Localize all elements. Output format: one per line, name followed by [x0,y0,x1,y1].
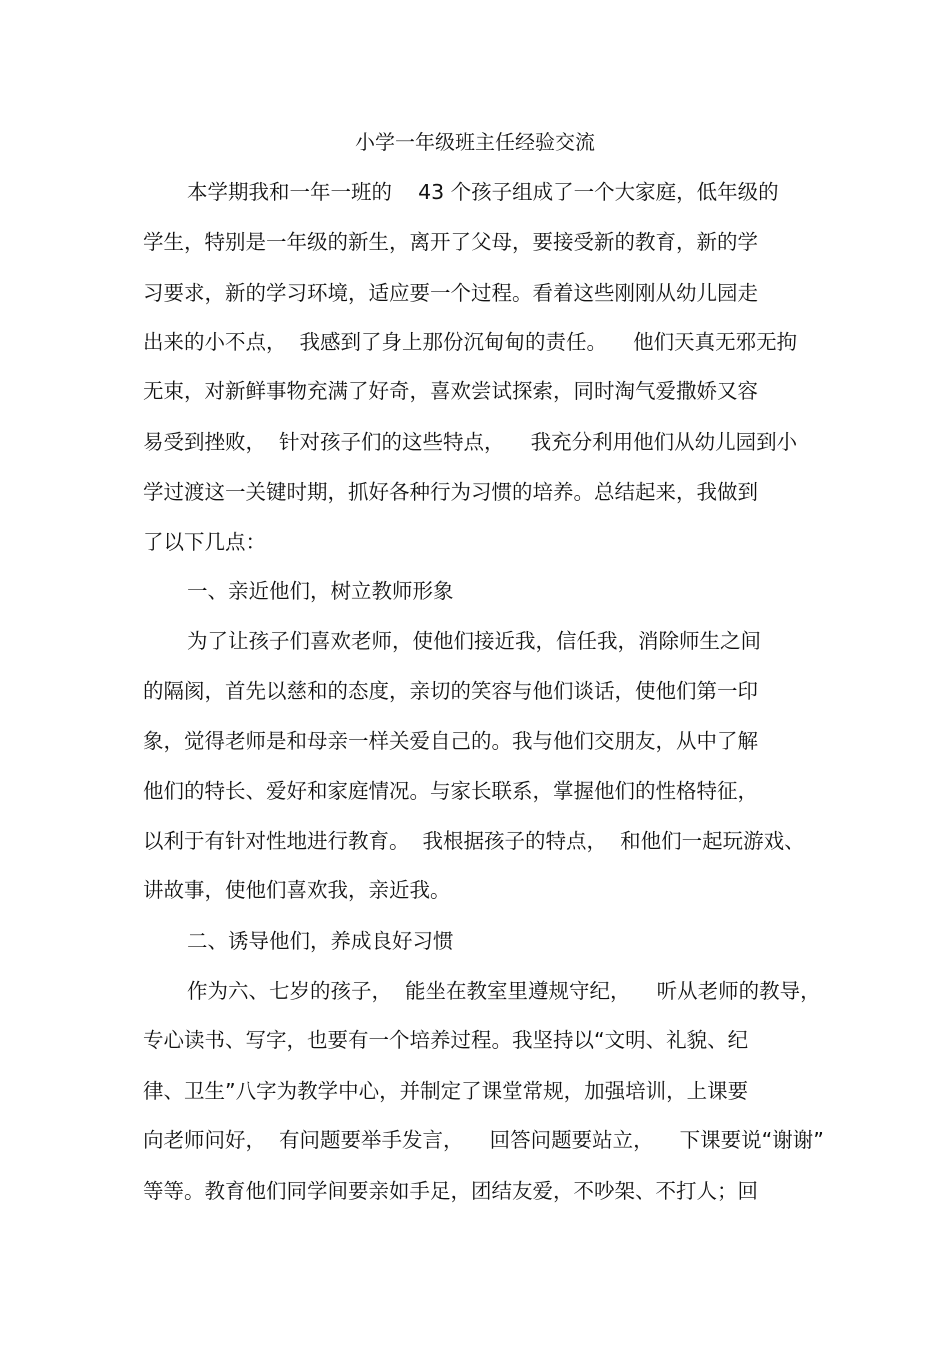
paragraph-line: 专心读书、写字，也要有一个培养过程。我坚持以“文明、礼貌、纪 [143,1028,749,1052]
paragraph-line: 等等。教育他们同学间要亲如手足，团结友爱，不吵架、不打人；回 [143,1179,758,1203]
paragraph-line: 为了让孩子们喜欢老师，使他们接近我，信任我，消除师生之间 [187,629,761,653]
paragraph-line: 易受到挫败， 针对孩子们的这些特点， 我充分利用他们从幼儿园到小 [143,430,798,454]
paragraph-line: 学过渡这一关键时期，抓好各种行为习惯的培养。总结起来，我做到 [143,480,758,504]
paragraph-line: 出来的小不点， 我感到了身上那份沉甸甸的责任。 他们天真无邪无拘 [143,330,798,354]
section-heading: 一、亲近他们，树立教师形象 [187,579,454,603]
paragraph-line: 讲故事，使他们喜欢我，亲近我。 [143,878,451,902]
paragraph-line: 以利于有针对性地进行教育。 我根据孩子的特点， 和他们一起玩游戏、 [143,829,805,853]
paragraph-line: 向老师问好， 有问题要举手发言， 回答问题要站立， 下课要说“谢谢” [143,1128,824,1152]
paragraph-line: 学生，特别是一年级的新生，离开了父母，要接受新的教育，新的学 [143,230,758,254]
paragraph-line: 的隔阂，首先以慈和的态度，亲切的笑容与他们谈话，使他们第一印 [143,679,758,703]
section-heading: 二、诱导他们，养成良好习惯 [187,929,454,953]
paragraph-line: 象，觉得老师是和母亲一样关爱自己的。我与他们交朋友，从中了解 [143,729,758,753]
document-title: 小学一年级班主任经验交流 [355,130,595,154]
paragraph-line: 习要求，新的学习环境，适应要一个过程。看着这些刚刚从幼儿园走 [143,281,758,305]
paragraph-line: 无束，对新鲜事物充满了好奇，喜欢尝试探索，同时淘气爱撒娇又容 [143,379,758,403]
paragraph-line: 本学期我和一年一班的 43 个孩子组成了一个大家庭，低年级的 [187,180,779,204]
paragraph-line: 作为六、七岁的孩子， 能坐在教室里遵规守纪， 听从老师的教导， [187,979,821,1003]
paragraph-line: 律、卫生”八字为教学中心，并制定了课堂常规，加强培训，上课要 [143,1079,749,1103]
paragraph-line: 他们的特长、爱好和家庭情况。与家长联系，掌握他们的性格特征， [143,779,758,803]
paragraph-line: 了以下几点： [143,530,266,554]
